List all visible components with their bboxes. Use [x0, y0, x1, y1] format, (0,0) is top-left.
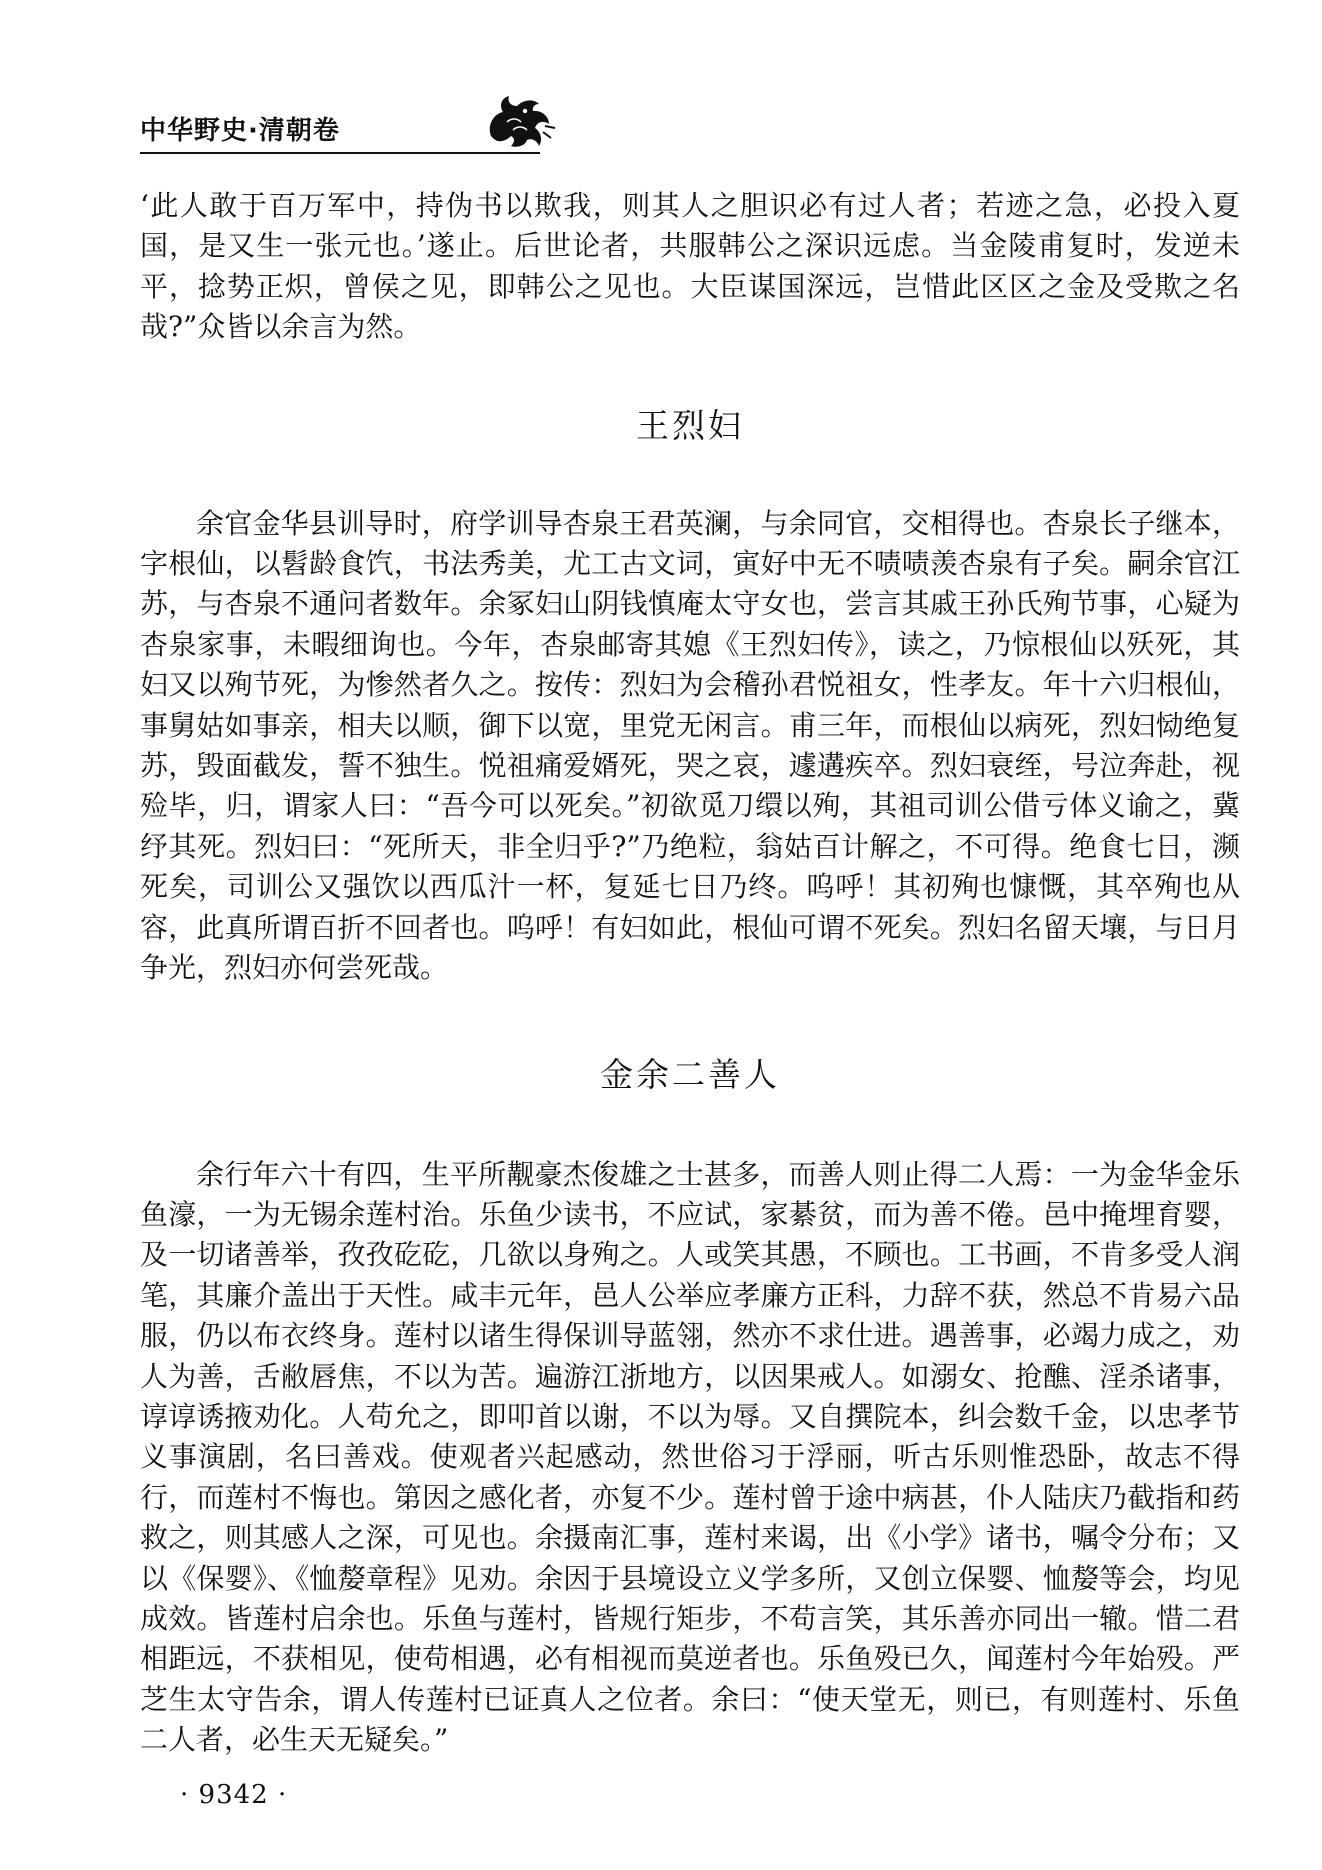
- dragon-emblem-icon: [485, 92, 557, 152]
- section-body-jin-yu-er-shan-ren: 余行年六十有四，生平所觏豪杰俊雄之士甚多，而善人则止得二人焉：一为金华金乐鱼濠，一为无锡余莲村治。乐鱼少读书，不应试，家綦贫，而为善不倦。邑中掩埋育婴，及一切诸善举，孜孜矻矻，几欲以身殉之。人或笑其愚，不顾也。工书画，不肯多受人润笔，其廉介盖出于天性。咸丰元年，邑人公举应孝廉方正科，力辞不获，然总不肯易六品服，仍以布衣终身。莲村以诸生得保训导蓝翎，然亦不求仕进。遇善事，必竭力成之，劝人为善，舌敝唇焦，不以为苦。遍游江浙地方，以因果戒人。如溺女、抢醮、淫杀诸事，谆谆诱掖劝化。人苟允之，即叩首以谢，不以为辱。又自撰院本，纠会数千金，以忠孝节义事演剧，名曰善戏。使观者兴起感动，然世俗习于浮丽，听古乐则惟恐卧，故志不得行，而莲村不悔也。第因之感化者，亦复不少。莲村曾于途中病甚，仆人陆庆乃截指和药救之，则其感人之深，可见也。余摄南汇事，莲村来谒，出《小学》诸书，嘱令分布；又以《保婴》、《恤嫠章程》见劝。余因于县境设立义学多所，又创立保婴、恤嫠等会，均见成效。皆莲村启余也。乐鱼与莲村，皆规行矩步，不苟言笑，其乐善亦同出一辙。惜二君相距远，不获相见，使苟相遇，必有相视而莫逆者也。乐鱼殁已久，闻莲村今年始殁。严芝生太守告余，谓人传莲村已证真人之位者。余曰：“使天堂无，则已，有则莲村、乐鱼二人者，必生天无疑矣。”: [140, 1157, 1240, 1757]
- continuation-paragraph: ‘此人敢于百万军中，持伪书以欺我，则其人之胆识必有过人者；若迹之急，必投入夏国，是又生一张元也。’遂止。后世论者，共服韩公之深识远虑。当金陵甫复时，发逆未平，捻势正炽，曾侯之见，即韩公之见也。大臣谋国深远，岂惜此区区之金及受欺之名哉?”众皆以余言为然。: [140, 189, 1240, 344]
- book-title: 中华野史·清朝卷: [140, 116, 340, 146]
- header-rule: [140, 152, 540, 154]
- running-header: [140, 92, 1240, 162]
- page-content: [140, 186, 1240, 1761]
- section-body-wang-lie-fu: 余官金华县训导时，府学训导杏泉王君英澜，与余同官，交相得也。杏泉长子继本，字根仙，以髫龄食饩，书法秀美，尤工古文词，寅好中无不啧啧羡杏泉有子矣。嗣余官江苏，与杏泉不通问者数年。余冢妇山阴钱慎庵太守女也，尝言其戚王孙氏殉节事，心疑为杏泉家事，未暇细询也。今年，杏泉邮寄其媳《王烈妇传》，读之，乃惊根仙以殀死，其妇又以殉节死，为惨然者久之。按传：烈妇为会稽孙君悦祖女，性孝友。年十六归根仙，事舅姑如事亲，相夫以顺，御下以宽，里党无闲言。甫三年，而根仙以病死，烈妇恸绝复苏，毁面截发，誓不独生。悦祖痛爱婿死，哭之哀，遽遘疾卒。烈妇衰绖，号泣奔赴，视殓毕，归，谓家人曰：“吾今可以死矣。”初欲觅刀缳以殉，其祖司训公借亏体义谕之，冀纾其死。烈妇曰：“死所天，非全归乎?”乃绝粒，翁姑百计解之，不可得。绝食七日，濒死矣，司训公又强饮以西瓜汁一杯，复延七日乃终。呜呼！其初殉也慷慨，其卒殉也从容，此真所谓百折不回者也。呜呼！有妇如此，根仙可谓不死矣。烈妇名留天壤，与日月争光，烈妇亦何尝死哉。: [140, 506, 1240, 985]
- section-title-jin-yu-er-shan-ren: 金余二善人: [600, 1054, 780, 1094]
- section-title-wang-lie-fu: 王烈妇: [636, 405, 744, 445]
- page-number: · 9342 ·: [180, 1780, 288, 1810]
